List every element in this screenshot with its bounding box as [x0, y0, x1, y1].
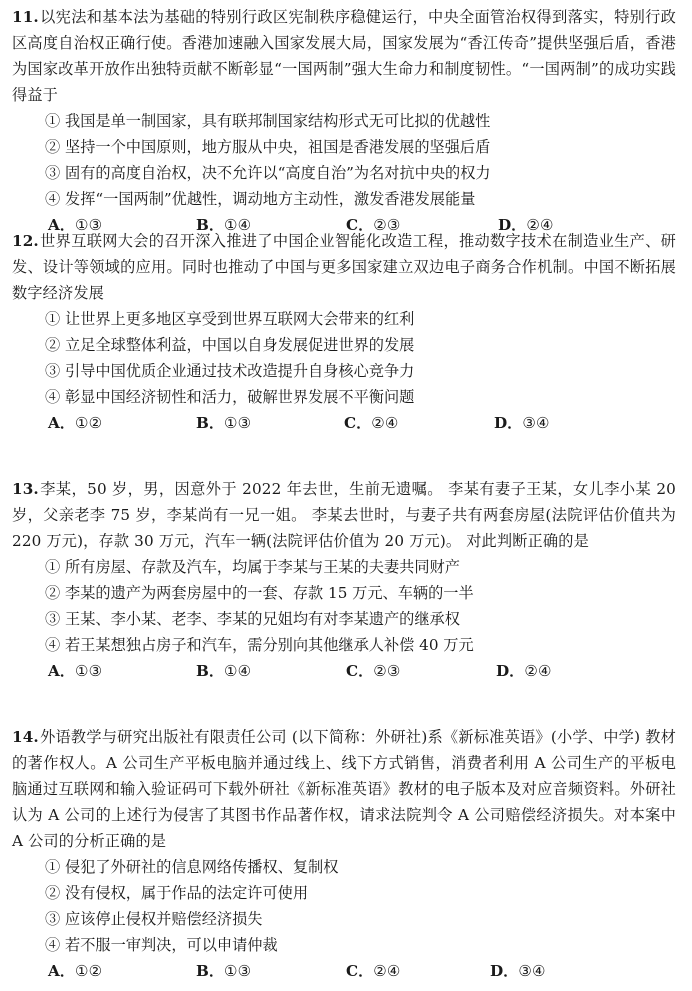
- answer-letter: A．: [48, 962, 75, 980]
- answer-b[interactable]: [196, 958, 251, 984]
- question-number: 14.: [12, 728, 39, 746]
- answer-letter: B．: [196, 962, 225, 980]
- answer-letter: A．: [48, 414, 75, 432]
- option-2: ② 坚持一个中国原则，地方服从中央，祖国是香港发展的坚强后盾: [45, 138, 491, 156]
- answer-value: ②④: [373, 962, 401, 980]
- answer-value: ②③: [373, 216, 401, 234]
- answer-value: ③④: [518, 962, 546, 980]
- question-stem: [12, 724, 676, 854]
- option-2: ② 没有侵权，属于作品的法定许可使用: [45, 884, 309, 902]
- answer-value: ②④: [524, 662, 552, 680]
- answer-value: ①③: [224, 962, 252, 980]
- question-number: 12.: [12, 232, 39, 250]
- answer-b[interactable]: [196, 658, 251, 684]
- question-text: 李某，50 岁，男，因意外于 2022 年去世，生前无遗嘱。 李某有妻子王某，女儿李小某 20 岁，父亲老李 75 岁，李某尚有一兄一姐。 李某去世时，与妻子共有两套房屋(法院评估价值共为 220 万元)，存款 30 万元，汽车一辆(法院评估价值为 20 万元)。 对此判断正确的是: [12, 480, 676, 550]
- answer-letter: A．: [48, 662, 75, 680]
- answer-c[interactable]: [346, 958, 401, 984]
- option-4: ④ 若王某想独占房子和汽车，需分别向其他继承人补偿 40 万元: [45, 636, 474, 654]
- answer-value: ①④: [224, 216, 252, 234]
- question-11: [12, 4, 676, 238]
- answer-letter: C．: [346, 216, 374, 234]
- answer-value: ②③: [373, 662, 401, 680]
- answer-value: ①③: [74, 662, 103, 680]
- answer-value: ①②: [74, 414, 103, 432]
- option-1: ① 我国是单一制国家，具有联邦制国家结构形式无可比拟的优越性: [45, 112, 491, 130]
- option-4: ④ 彰显中国经济韧性和活力，破解世界发展不平衡问题: [45, 388, 415, 406]
- question-stem: [12, 228, 676, 306]
- question-stem: [12, 476, 676, 554]
- answer-c[interactable]: [346, 658, 401, 684]
- option-1: ① 让世界上更多地区享受到世界互联网大会带来的红利: [45, 310, 415, 328]
- answer-value: ①②: [74, 962, 103, 980]
- answer-choices: [12, 658, 676, 684]
- answer-letter: C．: [346, 662, 374, 680]
- option-3: ③ 固有的高度自治权，决不允许以“高度自治”为名对抗中央的权力: [45, 164, 491, 182]
- option-3: ③ 引导中国优质企业通过技术改造提升自身核心竞争力: [45, 362, 415, 380]
- question-text: 世界互联网大会的召开深入推进了中国企业智能化改造工程，推动数字技术在制造业生产、研发、设计等领域的应用。同时也推动了中国与更多国家建立双边电子商务合作机制。中国不断拓展数字经济发展: [12, 232, 676, 302]
- option-2: ② 立足全球整体利益，中国以自身发展促进世界的发展: [45, 336, 415, 354]
- answer-d[interactable]: [494, 410, 550, 436]
- answer-letter: C．: [346, 962, 374, 980]
- question-number: 11.: [12, 8, 39, 26]
- answer-letter: D．: [498, 216, 527, 234]
- answer-a[interactable]: [48, 658, 102, 684]
- question-13: [12, 476, 676, 684]
- answer-value: ①④: [224, 662, 252, 680]
- option-4: ④ 若不服一审判决，可以申请仲裁: [45, 936, 278, 954]
- question-text: 外语教学与研究出版社有限责任公司 (以下简称：外研社)系《新标准英语》(小学、中学) 教材的著作权人。A 公司生产平板电脑并通过线上、线下方式销售，消费者利用 A 公司生产的平板电脑通过互联网和输入验证码可下载外研社《新标准英语》教材的电子版本及对应音频资料。外研社认为 A 公司的上述行为侵害了其图书作品著作权，请求法院判令 A 公司赔偿经济损失。对本案中 A 公司的分析正确的是: [12, 728, 676, 850]
- answer-a[interactable]: [48, 410, 102, 436]
- answer-choices: [12, 958, 676, 984]
- question-stem: [12, 4, 676, 108]
- answer-letter: D．: [496, 662, 525, 680]
- answer-letter: C．: [344, 414, 372, 432]
- question-12: [12, 228, 676, 436]
- answer-value: ②④: [526, 216, 554, 234]
- answer-a[interactable]: [48, 958, 102, 984]
- answer-value: ①③: [224, 414, 252, 432]
- answer-value: ②④: [371, 414, 399, 432]
- answer-c[interactable]: [344, 410, 399, 436]
- answer-d[interactable]: [490, 958, 546, 984]
- answer-b[interactable]: [196, 410, 251, 436]
- answer-letter: A．: [48, 216, 75, 234]
- question-number: 13.: [12, 480, 39, 498]
- answer-value: ①③: [74, 216, 103, 234]
- question-14: [12, 724, 676, 984]
- question-text: 以宪法和基本法为基础的特别行政区宪制秩序稳健运行，中央全面管治权得到落实，特别行政区高度自治权正确行使。香港加速融入国家发展大局，国家发展为“香江传奇”提供坚强后盾，香港为国家改革开放作出独特贡献不断彰显“一国两制”强大生命力和制度韧性。“一国两制”的成功实践得益于: [12, 8, 676, 104]
- answer-letter: B．: [196, 662, 225, 680]
- option-1: ① 所有房屋、存款及汽车，均属于李某与王某的夫妻共同财产: [45, 558, 460, 576]
- answer-letter: B．: [196, 414, 225, 432]
- option-3: ③ 应该停止侵权并赔偿经济损失: [45, 910, 263, 928]
- answer-choices: [12, 410, 676, 436]
- option-2: ② 李某的遗产为两套房屋中的一套、存款 15 万元、车辆的一半: [45, 584, 474, 602]
- answer-value: ③④: [522, 414, 550, 432]
- answer-letter: D．: [494, 414, 523, 432]
- option-3: ③ 王某、李小某、老李、李某的兄姐均有对李某遗产的继承权: [45, 610, 460, 628]
- answer-letter: D．: [490, 962, 519, 980]
- answer-d[interactable]: [496, 658, 552, 684]
- option-4: ④ 发挥“一国两制”优越性，调动地方主动性，激发香港发展能量: [45, 190, 476, 208]
- answer-letter: B．: [196, 216, 225, 234]
- option-1: ① 侵犯了外研社的信息网络传播权、复制权: [45, 858, 339, 876]
